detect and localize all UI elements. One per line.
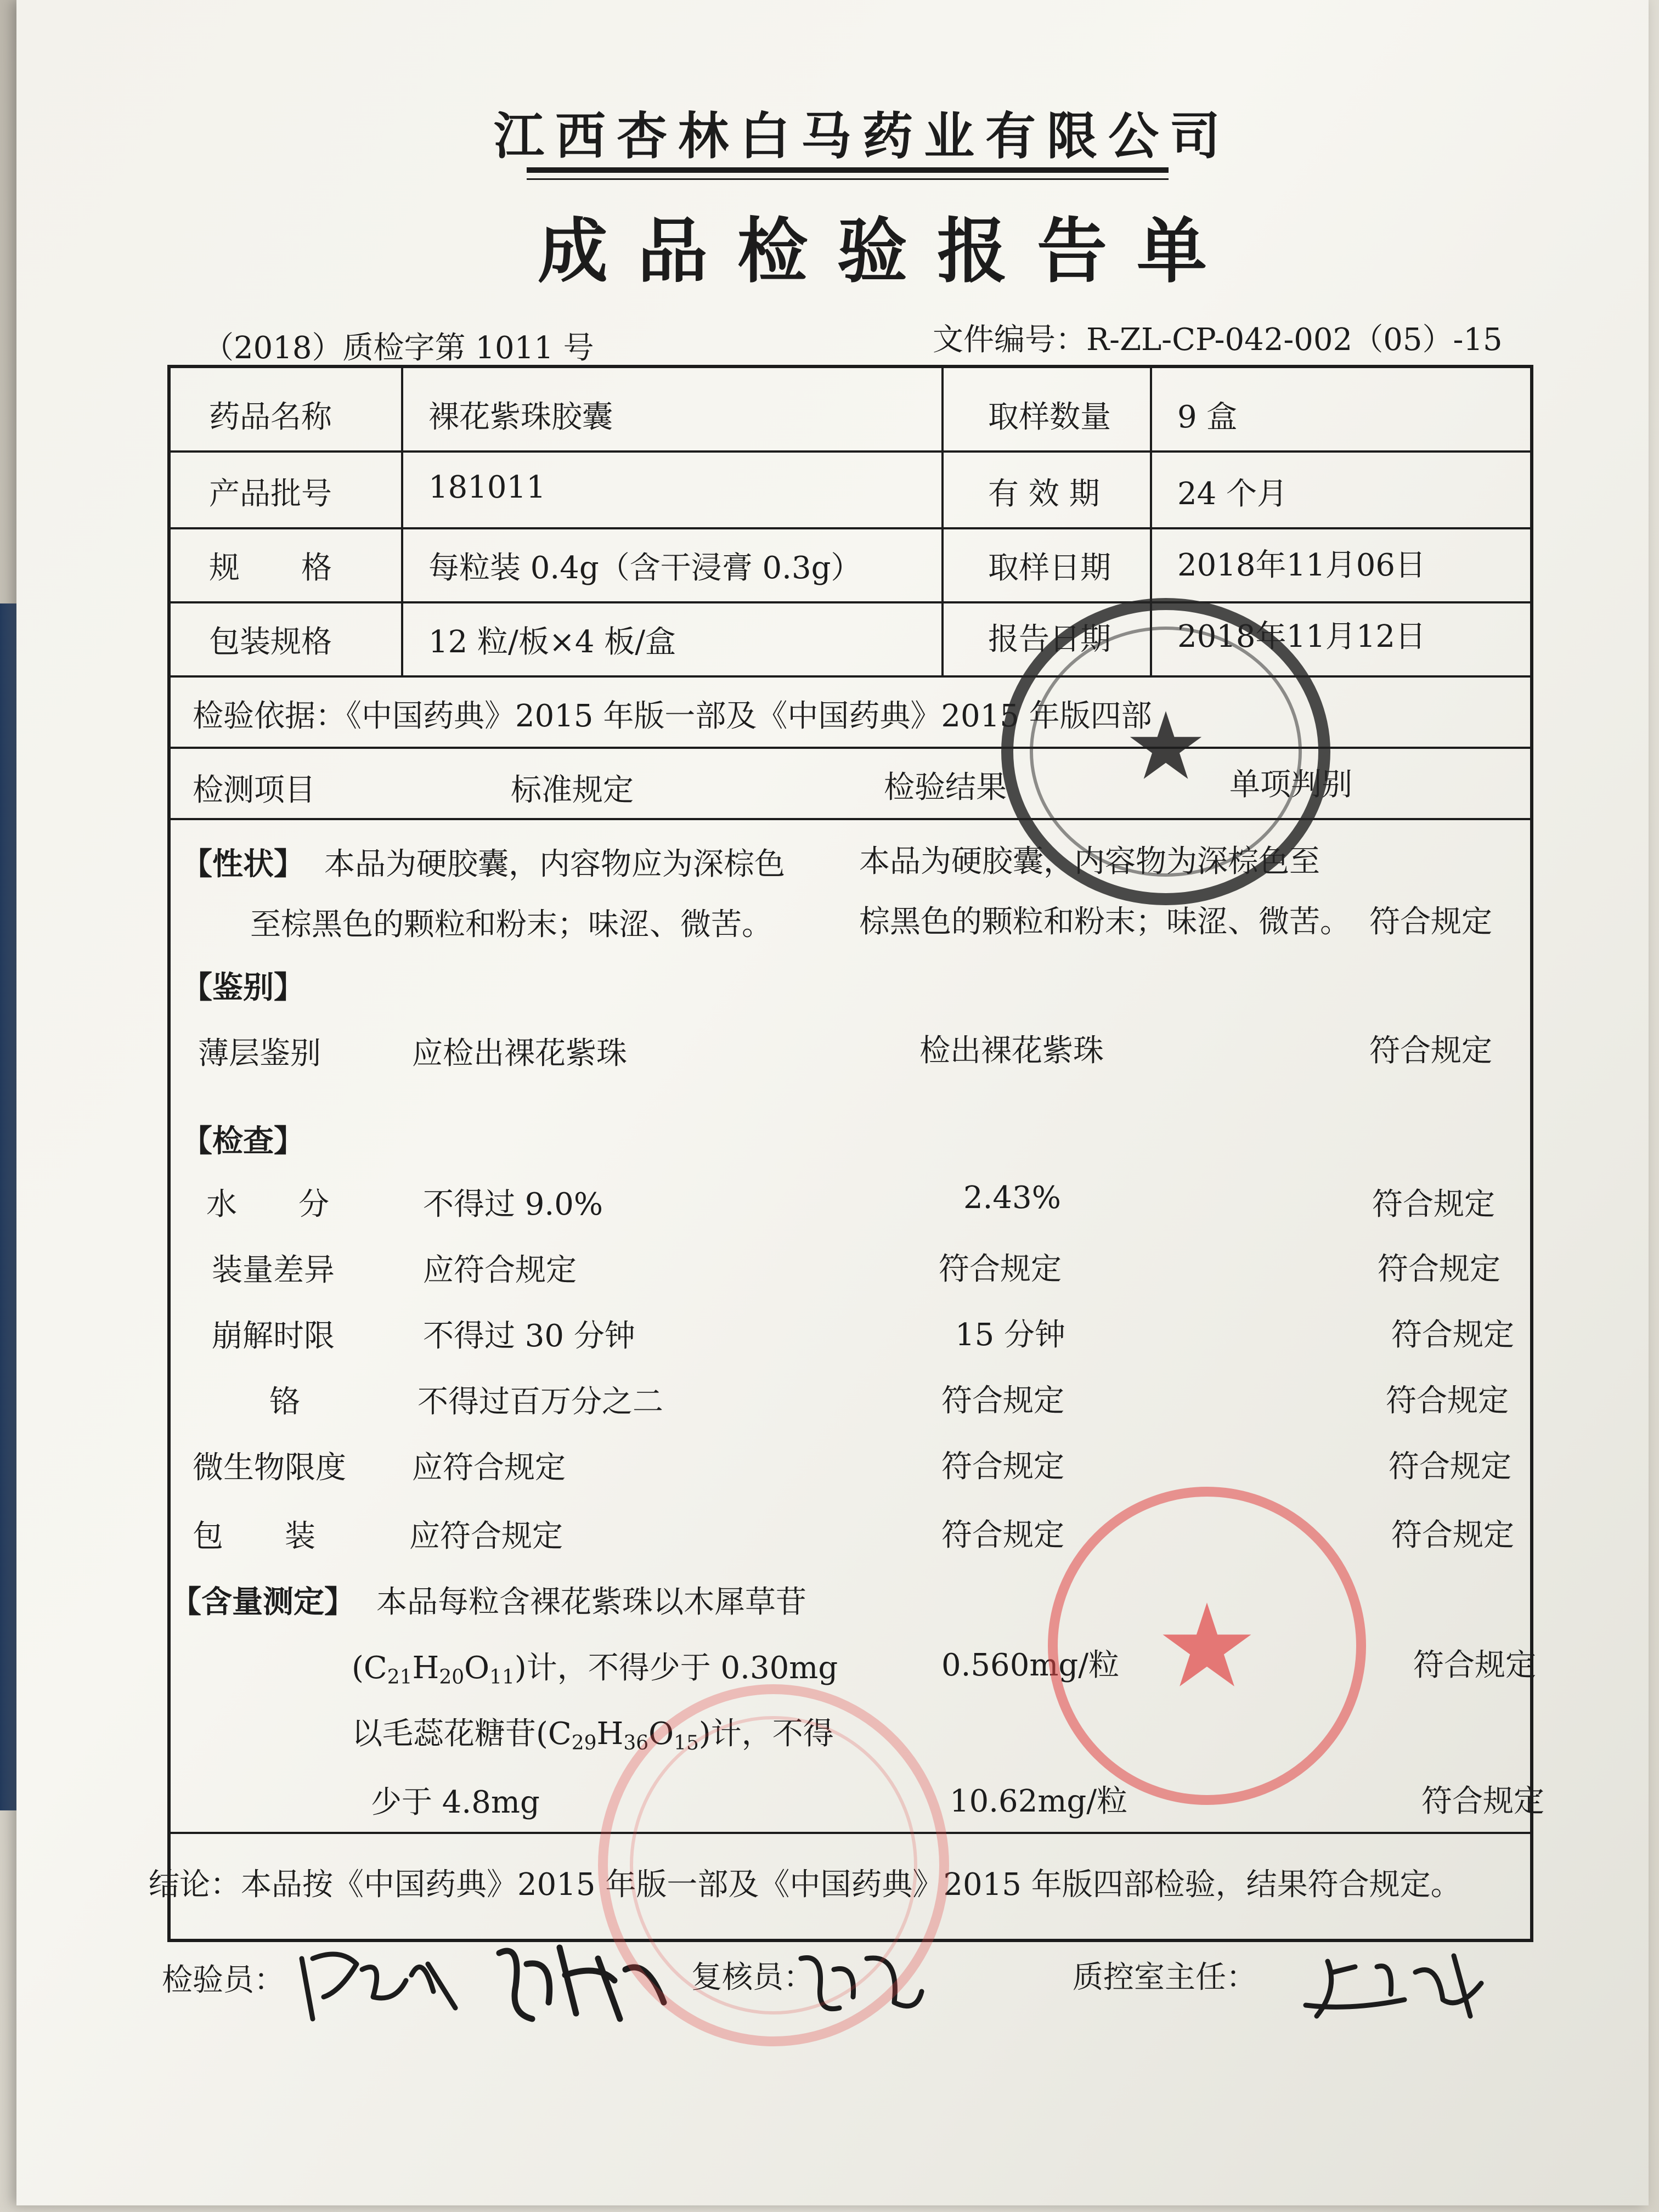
assay-line4: 少于 4.8mg: [371, 1785, 540, 1820]
inspection-result: 2.43%: [963, 1180, 1061, 1216]
row-divider: [171, 601, 1531, 603]
inspection-standard: 应符合规定: [412, 1450, 566, 1486]
star-icon: ★: [1124, 692, 1208, 801]
inspection-standard: 不得过 30 分钟: [423, 1318, 635, 1354]
row-divider: [171, 675, 1531, 678]
sample-date-value: 2018年11月06日: [1177, 548, 1426, 583]
inspection-standard: 不得过 9.0%: [423, 1187, 603, 1222]
title-rule-thick: [527, 167, 1169, 173]
assay-verdict-1: 符合规定: [1413, 1647, 1536, 1683]
assay-line1: 本品每粒含裸花紫珠以木犀草苷: [376, 1584, 806, 1620]
col-header-verdict: 单项判别: [1229, 767, 1352, 803]
conclusion: 结论：本品按《中国药典》2015 年版一部及《中国药典》2015 年版四部检验，结果符合规定。: [149, 1867, 1462, 1903]
inspection-result: 符合规定: [941, 1383, 1064, 1419]
assay-result-1: 0.560mg/粒: [941, 1647, 1120, 1683]
inspection-item: 微生物限度: [193, 1450, 346, 1486]
row-divider: [171, 527, 1531, 529]
inspection-result: 符合规定: [941, 1517, 1064, 1553]
col-divider: [941, 368, 944, 675]
inspection-verdict: 符合规定: [1372, 1187, 1495, 1222]
inspection-report-sheet: [16, 0, 1649, 2205]
inspection-result: 符合规定: [939, 1251, 1062, 1287]
file-number: 文件编号：R-ZL-CP-042-002（05）-15: [933, 322, 1503, 358]
faded-seal-red: [598, 1684, 949, 2046]
inspection-item: 水 分: [206, 1187, 329, 1222]
inspection-seal-red: [1048, 1487, 1366, 1805]
title-rule-thin: [527, 178, 1169, 180]
character-standard-line2: 至棕黑色的颗粒和粉末；味涩、微苦。: [250, 907, 772, 943]
reviewer-label: 复核员：: [691, 1960, 814, 1995]
section-character: 【性状】: [182, 846, 304, 882]
inspection-verdict: 符合规定: [1391, 1317, 1514, 1353]
validity-value: 24 个月: [1177, 476, 1288, 512]
inspection-seal-black: [1001, 598, 1330, 905]
assay-result-2: 10.62mg/粒: [950, 1784, 1128, 1819]
inspection-verdict: 符合规定: [1378, 1251, 1500, 1287]
sample-qty-label: 取样数量: [988, 399, 1111, 435]
col-header-standard: 标准规定: [511, 772, 634, 808]
inspection-item: 铬: [269, 1384, 300, 1420]
assay-verdict-2: 符合规定: [1421, 1784, 1544, 1819]
inspector-label: 检验员：: [162, 1962, 285, 1998]
document-title: 成品检验报告单: [538, 211, 1237, 292]
identification-item: 薄层鉴别: [198, 1036, 321, 1071]
seal-inner-ring: [630, 1716, 917, 2015]
company-name: 江西杏林白马药业有限公司: [494, 106, 1232, 166]
inspection-verdict: 符合规定: [1391, 1517, 1514, 1553]
qc-head-signature: [1295, 1939, 1503, 2033]
drug-name-label: 药品名称: [209, 399, 332, 435]
col-divider: [401, 368, 403, 675]
row-divider: [171, 450, 1531, 453]
batch-value: 181011: [428, 470, 546, 505]
qc-head-label: 质控室主任：: [1073, 1960, 1257, 1995]
identification-standard: 应检出裸花紫珠: [412, 1036, 627, 1071]
inspection-standard: 不得过百万分之二: [417, 1384, 663, 1420]
col-header-item: 检测项目: [193, 772, 315, 808]
inspection-item: 崩解时限: [212, 1318, 335, 1354]
inspection-result: 符合规定: [941, 1449, 1064, 1485]
col-header-result: 检验结果: [884, 770, 1007, 805]
spec-label: 规 格: [209, 550, 332, 586]
row-divider: [171, 818, 1531, 820]
star-icon: ★: [1155, 1579, 1259, 1713]
character-verdict: 符合规定: [1369, 904, 1492, 940]
section-identification: 【鉴别】: [182, 969, 304, 1006]
character-result-line1: 本品为硬胶囊，内容物为深棕色至: [859, 844, 1320, 879]
pack-value: 12 粒/板×4 板/盒: [428, 624, 676, 660]
report-number: （2018）质检字第 1011 号: [203, 330, 594, 366]
pack-label: 包装规格: [209, 624, 332, 660]
spec-value: 每粒装 0.4g（含干浸膏 0.3g）: [428, 550, 862, 586]
report-date-label: 报告日期: [988, 622, 1111, 657]
inspection-item: 装量差异: [212, 1252, 335, 1288]
section-assay: 【含量测定】: [171, 1584, 355, 1620]
test-basis: 检验依据：《中国药典》2015 年版一部及《中国药典》2015 年版四部: [193, 698, 1152, 734]
sample-date-label: 取样日期: [988, 550, 1111, 586]
section-inspection: 【检查】: [182, 1123, 304, 1159]
inspection-result: 15 分钟: [955, 1317, 1066, 1353]
identification-result: 检出裸花紫珠: [919, 1033, 1104, 1069]
sample-qty-value: 9 盒: [1177, 399, 1238, 435]
identification-verdict: 符合规定: [1369, 1033, 1492, 1069]
character-result-line2: 棕黑色的颗粒和粉末；味涩、微苦。: [859, 904, 1351, 940]
inspection-verdict: 符合规定: [1386, 1383, 1509, 1419]
assay-formula-1: $(C_{21}H_{20}O_{11})$计，不得少于 0.30mg: [352, 1650, 838, 1689]
inspection-item: 包 装: [193, 1519, 315, 1554]
character-standard-line1: 本品为硬胶囊，内容物应为深棕色: [324, 847, 785, 882]
batch-label: 产品批号: [209, 476, 332, 512]
report-date-value: 2018年11月12日: [1177, 619, 1426, 654]
inspection-verdict: 符合规定: [1389, 1449, 1511, 1485]
assay-formula-2: 以毛蕊花糖苷$(C_{29}H_{36}O_{15})$计，不得: [352, 1716, 834, 1754]
drug-name-value: 裸花紫珠胶囊: [428, 399, 613, 435]
validity-label: 有 效 期: [988, 476, 1100, 512]
inspection-standard: 应符合规定: [423, 1252, 577, 1288]
inspection-standard: 应符合规定: [409, 1519, 563, 1554]
